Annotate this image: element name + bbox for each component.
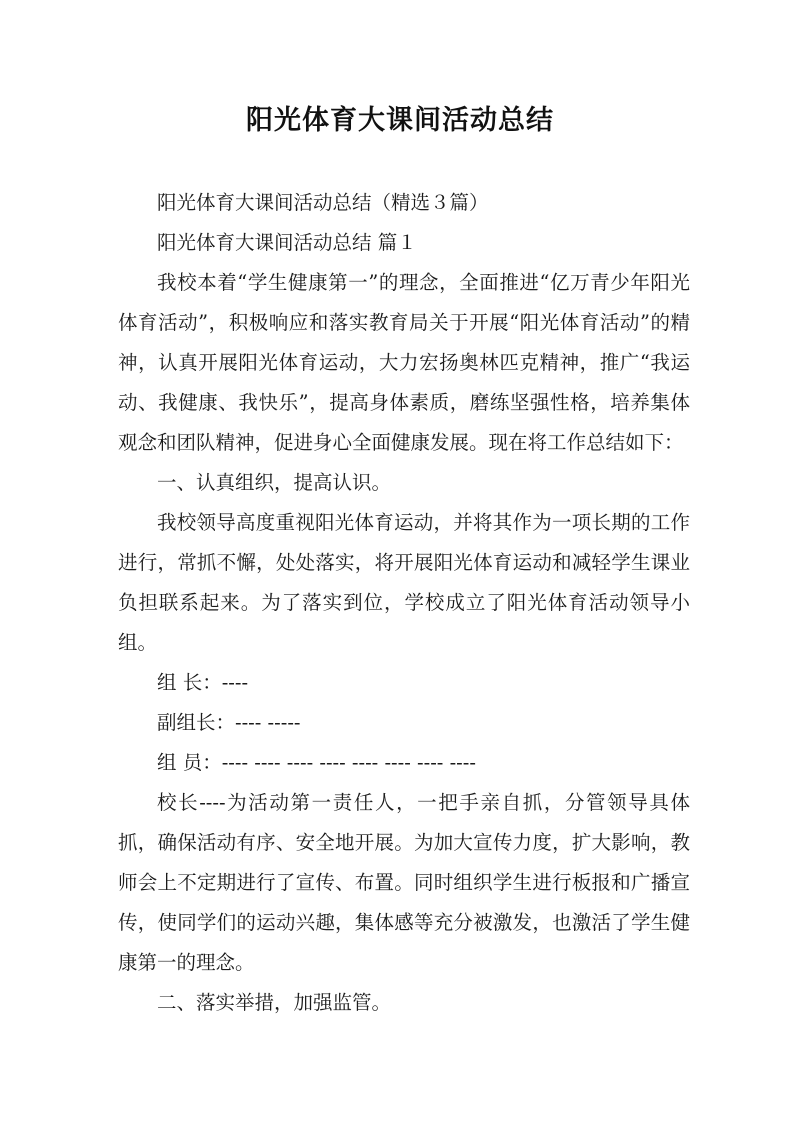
subtitle-line: 阳光体育大课间活动总结（精选３篇） (157, 191, 489, 214)
members-line: 组 员：---- ---- ---- ---- ---- ---- ---- ---- (157, 751, 476, 774)
body-paragraph: 校长----为活动第一责任人，一把手亲自抓，分管领导具体抓，确保活动有序、安全地开展。为加大宣传力度，扩大影响，教师会上不定期进行了宣传、布置。同时组织学生进行板报和广播宣传，使同学们的运动兴趣，集体感等充分被激发，也激活了学生健康第一的理念。 (118, 791, 690, 974)
body-paragraph: 我校领导高度重视阳光体育运动，并将其作为一项长期的工作进行，常抓不懈，处处落实，将开展阳光体育运动和减轻学生课业负担联系起来。为了落实到位，学校成立了阳光体育活动领导小组。 (118, 511, 690, 654)
section-heading: 二、落实举措，加强监管。 (157, 991, 392, 1014)
deputy-leader-line: 副组长：---- ----- (157, 711, 301, 734)
document-title: 阳光体育大课间活动总结 (246, 105, 554, 136)
section-heading: 阳光体育大课间活动总结 篇１ (157, 231, 417, 254)
document-body (118, 183, 690, 1023)
section-heading: 一、认真组织，提高认识。 (157, 471, 392, 494)
body-paragraph: 我校本着“学生健康第一”的理念，全面推进“亿万青少年阳光体育活动”，积极响应和落实教育局关于开展“阳光体育活动”的精神，认真开展阳光体育运动，大力宏扬奥林匹克精神，推广“我运动、我健康、我快乐”，提高身体素质，磨练坚强性格，培养集体观念和团队精神，促进身心全面健康发展。现在将工作总结如下： (118, 271, 690, 454)
leader-line: 组 长：---- (157, 671, 249, 694)
